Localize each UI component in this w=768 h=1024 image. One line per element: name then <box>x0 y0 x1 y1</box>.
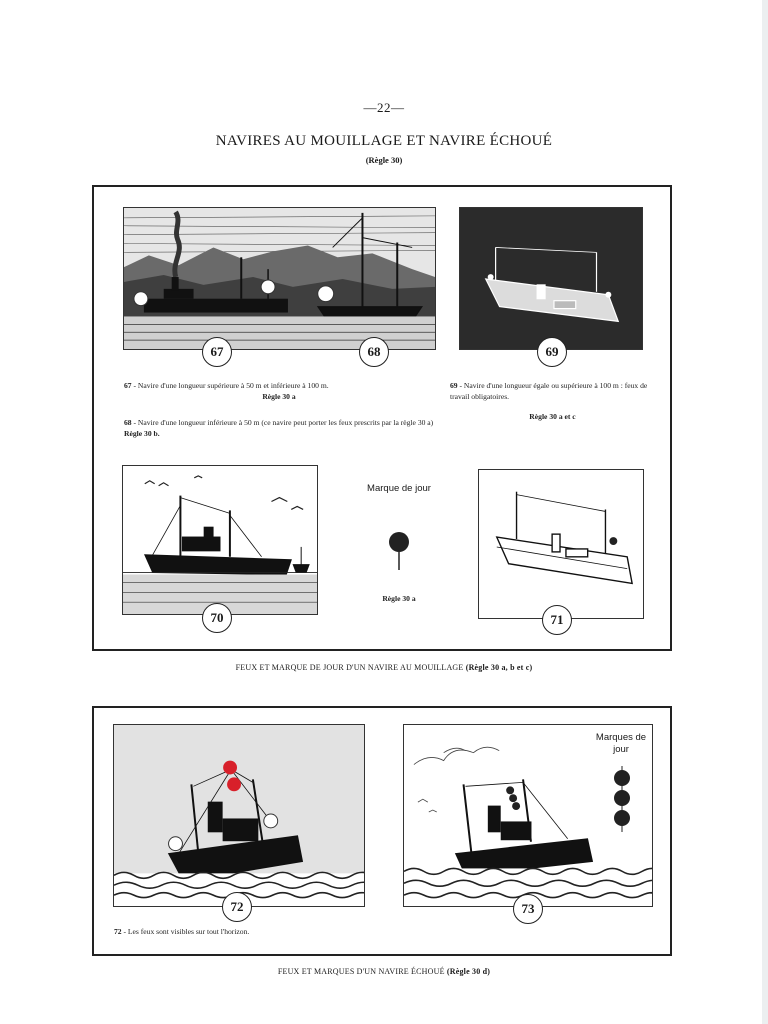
caption-72-number: 72 <box>114 927 122 936</box>
caption-67-rule: Règle 30 a <box>262 392 296 401</box>
figure-number-69: 69 <box>537 337 567 367</box>
panel2-caption <box>0 967 768 976</box>
panel2-caption-text: FEUX ET MARQUES D'UN NAVIRE ÉCHOUÉ <box>277 967 447 976</box>
figure-70-illustration <box>122 465 318 615</box>
daymarks-label-line2: jour <box>613 744 629 755</box>
daymarks-label-line1: Marques de <box>595 732 647 743</box>
three-balls-icon <box>612 766 632 832</box>
caption-68 <box>124 417 439 439</box>
anchor-light-67-aft <box>261 280 275 294</box>
caption-68-rule: Règle 30 b. <box>124 429 160 438</box>
page-number: —22— <box>363 100 405 115</box>
figure-number-71: 71 <box>542 605 572 635</box>
caption-67-number: 67 <box>124 381 132 390</box>
caption-67 <box>124 380 434 402</box>
figure-number-67: 67 <box>202 337 232 367</box>
caption-69-text: - Navire d'une longueur égale ou supérieure à 100 m : feux de travail obligatoires. <box>450 381 648 401</box>
caption-69-rule: Règle 30 a et c <box>529 412 576 421</box>
aground-red-light-upper <box>223 761 237 775</box>
caption-72 <box>114 926 414 937</box>
panel1-caption-text: FEUX ET MARQUE DE JOUR D'UN NAVIRE AU MOUILLAGE <box>235 663 466 672</box>
daymarks-label <box>586 732 656 756</box>
anchor-light-67-fwd <box>134 292 148 306</box>
figure-72-illustration <box>113 724 365 907</box>
caption-69 <box>450 380 655 422</box>
daymark-rule: Règle 30 a <box>382 594 416 603</box>
anchor-ball-icon <box>387 530 411 570</box>
aground-vessel-panel <box>92 706 672 956</box>
anchor-light-72-aft <box>264 814 278 828</box>
caption-67-text: - Navire d'une longueur supérieure à 50 m et inférieure à 100 m. <box>131 381 329 390</box>
page-subtitle: (Règle 30) <box>365 155 403 165</box>
page-edge <box>762 0 768 1024</box>
caption-68-text: - Navire d'une longueur inférieure à 50 m (ce navire peut porter les feux prescrits par la règle 30 a) <box>131 418 434 427</box>
aground-red-light-lower <box>227 777 241 791</box>
figure-67-68-illustration <box>123 207 436 350</box>
caption-69-number: 69 <box>450 381 458 390</box>
panel1-caption-rule: (Règle 30 a, b et c) <box>465 663 533 672</box>
caption-68-number: 68 <box>124 418 132 427</box>
anchor-light-68 <box>318 286 334 302</box>
figure-number-72: 72 <box>222 892 252 922</box>
figure-number-73: 73 <box>513 894 543 924</box>
panel1-caption <box>0 663 768 672</box>
caption-72-text: - Les feux sont visibles sur tout l'horizon. <box>121 927 250 936</box>
page-title: NAVIRES AU MOUILLAGE ET NAVIRE ÉCHOUÉ <box>215 133 553 149</box>
anchor-light-72-fwd <box>169 837 183 851</box>
anchored-vessels-panel <box>92 185 672 651</box>
panel2-caption-rule: (Règle 30 d) <box>446 967 491 976</box>
figure-number-68: 68 <box>359 337 389 367</box>
figure-71-illustration <box>478 469 644 619</box>
figure-69-illustration <box>459 207 643 350</box>
figure-number-70: 70 <box>202 603 232 633</box>
daymark-label: Marque de jour <box>367 483 431 494</box>
